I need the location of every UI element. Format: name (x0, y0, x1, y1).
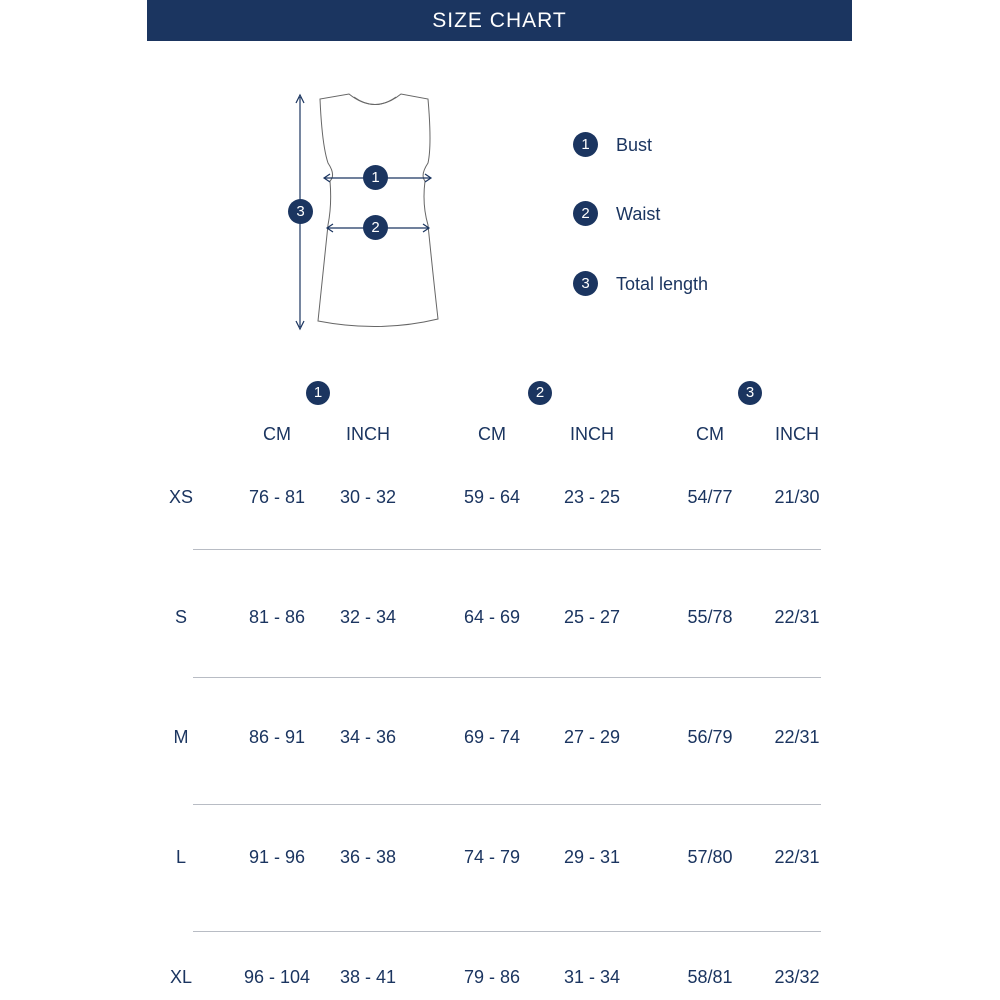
size-label: XS (168, 487, 194, 507)
table-cell: 31 - 34 (563, 967, 621, 987)
table-cell: 56/79 (687, 727, 733, 747)
table-cell: 22/31 (774, 847, 820, 867)
legend-label-waist: Waist (616, 204, 661, 224)
table-cell: 76 - 81 (248, 487, 306, 507)
legend-label-bust: Bust (616, 135, 653, 155)
size-label: L (175, 847, 187, 867)
table-cell: 91 - 96 (248, 847, 306, 867)
table-cell: 27 - 29 (563, 727, 621, 747)
legend-badge-2: 2 (573, 201, 598, 226)
diagram-badge-waist: 2 (363, 215, 388, 240)
legend-badge-1: 1 (573, 132, 598, 157)
row-divider (193, 804, 821, 805)
group-badge-waist: 2 (528, 381, 552, 405)
diagram-badge-bust: 1 (363, 165, 388, 190)
group-badge-bust: 1 (306, 381, 330, 405)
table-cell: 32 - 34 (339, 607, 397, 627)
table-cell: 34 - 36 (339, 727, 397, 747)
table-cell: 58/81 (687, 967, 733, 987)
size-label: XL (169, 967, 193, 987)
row-divider (193, 931, 821, 932)
table-cell: 21/30 (774, 487, 820, 507)
table-cell: 55/78 (687, 607, 733, 627)
table-cell: 30 - 32 (339, 487, 397, 507)
group-badge-length: 3 (738, 381, 762, 405)
size-label: M (173, 727, 189, 747)
table-cell: 81 - 86 (248, 607, 306, 627)
row-divider (193, 677, 821, 678)
row-divider (193, 549, 821, 550)
table-cell: 64 - 69 (463, 607, 521, 627)
table-cell: 36 - 38 (339, 847, 397, 867)
size-label: S (174, 607, 188, 627)
column-header-bust-cm: CM (263, 424, 291, 444)
page-title: SIZE CHART (432, 8, 567, 32)
table-cell: 23 - 25 (563, 487, 621, 507)
garment-diagram (270, 85, 460, 340)
table-cell: 79 - 86 (463, 967, 521, 987)
column-header-waist-cm: CM (478, 424, 506, 444)
table-cell: 23/32 (774, 967, 820, 987)
table-cell: 22/31 (774, 727, 820, 747)
table-cell: 22/31 (774, 607, 820, 627)
column-header-length-cm: CM (696, 424, 724, 444)
size-chart-header (147, 0, 852, 41)
table-cell: 69 - 74 (463, 727, 521, 747)
table-cell: 57/80 (687, 847, 733, 867)
table-cell: 86 - 91 (248, 727, 306, 747)
table-cell: 54/77 (687, 487, 733, 507)
diagram-badge-length: 3 (288, 199, 313, 224)
column-header-length-inch: INCH (775, 424, 819, 444)
column-header-waist-inch: INCH (570, 424, 614, 444)
legend-badge-3: 3 (573, 271, 598, 296)
table-cell: 29 - 31 (563, 847, 621, 867)
table-cell: 25 - 27 (563, 607, 621, 627)
table-cell: 96 - 104 (243, 967, 311, 987)
column-header-bust-inch: INCH (346, 424, 390, 444)
table-cell: 59 - 64 (463, 487, 521, 507)
table-cell: 38 - 41 (339, 967, 397, 987)
table-cell: 74 - 79 (463, 847, 521, 867)
legend-label-total-length: Total length (616, 274, 709, 294)
